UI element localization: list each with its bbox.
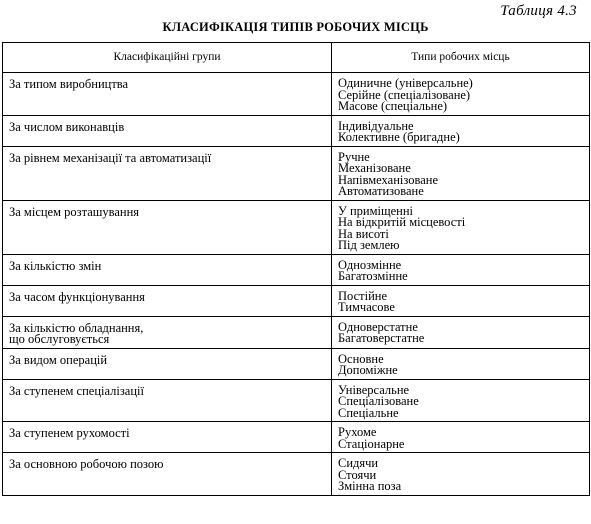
classification-group-cell bbox=[3, 285, 332, 316]
table-row bbox=[3, 379, 590, 422]
workplace-type-item: У приміщенні bbox=[338, 203, 414, 218]
table-row bbox=[3, 254, 590, 285]
workplace-type-item: Під землею bbox=[338, 238, 400, 252]
classification-group-cell bbox=[3, 422, 332, 453]
table-row bbox=[3, 73, 590, 116]
group-label-line: За числом виконавців bbox=[9, 119, 125, 134]
classification-group-cell bbox=[3, 115, 332, 146]
workplace-type-item: Спеціальне bbox=[338, 405, 399, 420]
workplace-types-cell bbox=[332, 146, 590, 200]
workplace-type-item: Сидячи bbox=[338, 456, 379, 470]
table-body bbox=[3, 73, 590, 496]
workplace-type-item: Напівмеханізоване bbox=[338, 172, 438, 187]
classification-group-cell bbox=[3, 146, 332, 200]
workplace-types-cell bbox=[332, 115, 590, 146]
workplace-type-item: На висоті bbox=[338, 226, 389, 241]
workplace-type-item: Ручне bbox=[338, 149, 370, 164]
workplace-type-item: Стаціонарне bbox=[338, 436, 405, 451]
workplace-type-item: Універсальне bbox=[338, 382, 410, 397]
table-row bbox=[3, 316, 590, 348]
group-label-line: що обслуговується bbox=[9, 332, 110, 346]
classification-group-cell bbox=[3, 73, 332, 116]
workplace-types-cell bbox=[332, 316, 590, 348]
table-row bbox=[3, 115, 590, 146]
workplace-type-item: Індивідуальне bbox=[338, 118, 414, 133]
table-row bbox=[3, 453, 590, 496]
column-header-groups: Класифікаційні групи bbox=[3, 43, 332, 73]
classification-group-cell bbox=[3, 379, 332, 422]
workplace-type-item: На відкритій місцевості bbox=[338, 215, 466, 229]
table-row bbox=[3, 422, 590, 453]
table-title: КЛАСИФІКАЦІЯ ТИПІВ РОБОЧИХ МІСЦЬ bbox=[162, 20, 429, 34]
table-row bbox=[3, 200, 590, 254]
workplace-type-item: Спеціалізоване bbox=[338, 394, 419, 408]
workplace-type-item: Одноверстатне bbox=[338, 319, 418, 334]
group-label-line: За видом операцій bbox=[9, 352, 108, 367]
workplace-type-item: Допоміжне bbox=[338, 363, 398, 377]
workplace-type-item: Тимчасове bbox=[338, 300, 395, 314]
workplace-type-item: Одиничне (універсальне) bbox=[338, 76, 473, 90]
workplace-type-item: Однозмінне bbox=[338, 257, 402, 272]
workplace-type-item: Масове (спеціальне) bbox=[338, 99, 448, 113]
table-row bbox=[3, 146, 590, 200]
workplace-types-cell bbox=[332, 379, 590, 422]
workplace-type-item: Багатоверстатне bbox=[338, 331, 425, 345]
group-label-line: За кількістю обладнання, bbox=[9, 320, 144, 335]
workplace-type-item: Рухоме bbox=[338, 425, 377, 439]
workplace-type-item: Автоматизоване bbox=[338, 184, 424, 198]
workplace-type-item: Основне bbox=[338, 351, 384, 366]
workplace-type-item: Колективне (бригадне) bbox=[338, 130, 460, 144]
classification-table bbox=[2, 42, 590, 496]
classification-group-cell bbox=[3, 254, 332, 285]
table-row bbox=[3, 348, 590, 379]
group-label-line: За кількістю змін bbox=[9, 258, 102, 273]
workplace-types-cell bbox=[332, 453, 590, 496]
table-header-row bbox=[3, 43, 590, 73]
column-header-types: Типи робочих місць bbox=[332, 43, 590, 73]
group-label-line: За ступенем спеціалізації bbox=[9, 383, 144, 398]
workplace-type-item: Механізоване bbox=[338, 161, 411, 175]
group-label-line: За рівнем механізації та автоматизації bbox=[9, 150, 212, 165]
workplace-types-cell bbox=[332, 422, 590, 453]
classification-group-cell bbox=[3, 316, 332, 348]
workplace-type-item: Серійне (спеціалізоване) bbox=[338, 87, 471, 102]
workplace-types-cell bbox=[332, 73, 590, 116]
workplace-type-item: Постійне bbox=[338, 288, 387, 303]
group-label-line: За місцем розташування bbox=[9, 204, 140, 219]
group-label-line: За основною робочою позою bbox=[9, 457, 164, 471]
classification-group-cell bbox=[3, 348, 332, 379]
group-label-line: За ступенем рухомості bbox=[9, 426, 130, 440]
classification-group-cell bbox=[3, 200, 332, 254]
workplace-types-cell bbox=[332, 348, 590, 379]
workplace-types-cell bbox=[332, 200, 590, 254]
workplace-type-item: Стоячи bbox=[338, 467, 377, 482]
workplace-types-cell bbox=[332, 254, 590, 285]
classification-group-cell bbox=[3, 453, 332, 496]
table-row bbox=[3, 285, 590, 316]
workplace-type-item: Змінна поза bbox=[338, 479, 402, 493]
group-label-line: За типом виробництва bbox=[9, 77, 129, 91]
workplace-types-cell bbox=[332, 285, 590, 316]
workplace-type-item: Багатозмінне bbox=[338, 269, 408, 283]
group-label-line: За часом функціонування bbox=[9, 289, 145, 304]
table-caption: Таблиця 4.3 bbox=[500, 3, 577, 19]
